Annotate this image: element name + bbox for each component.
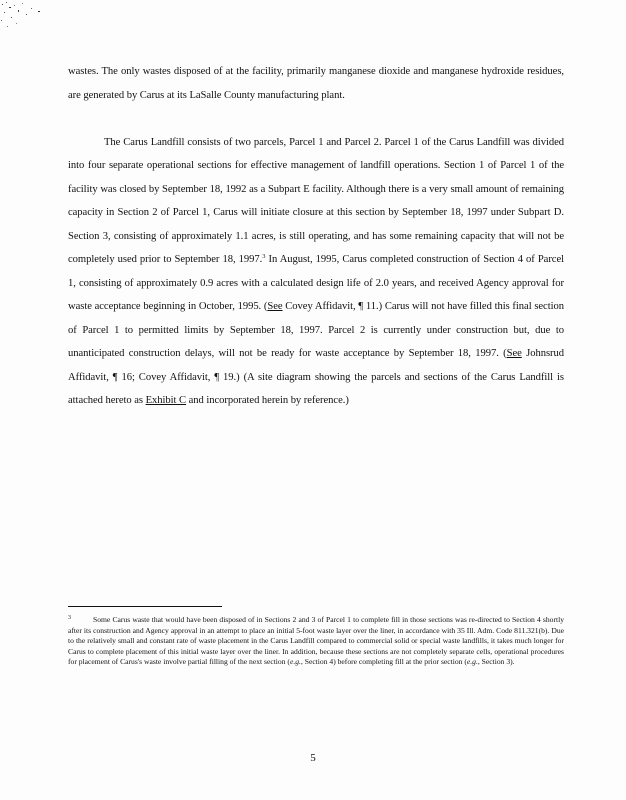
see-signal: See [267,301,283,312]
scan-noise [0,0,60,34]
paragraph-2-part-2: In August, 1995, Carus completed construction of Section 4 of Parcel 1, consisting of approximately 0.9 acres with a calculated design life of 2.0 years, and received Agency approval for waste acceptance beginning in October, 1995. ( [68,254,565,312]
footnote-text-1: Some Carus waste that would have been disposed of in Sections 2 and 3 of Parcel 1 to complete fill in those sections was re-directed to Section 4 shortly after its construction and Agency approval in an attempt to place an initial 5-foot waste layer over the liner, in accordance with 35 Ill. Adm. Code 811.321(b). Due to the relatively small and constant rate of waste placement in the Carus Landfill compared to commercial solid or special waste landfills, it takes much longer for Carus to complete placement of this initial waste layer over the liner. In addition, because these sections are not completely separate cells, operational procedures for placement of Carus's waste involve partial filling of the next section ( [68,615,564,666]
paragraph-2-part-4: Johnsrud Affidavit, ¶ 16; Covey Affidavit, ¶ 19.) (A site diagram showing the parcels and sections of the Carus Landfill is attached hereto as [68,348,564,406]
footnote [68,613,564,668]
footnote-reference: 3 [262,253,266,260]
exhibit-reference: Exhibit C [145,395,187,406]
footnote-text-3: , Section 3). [477,657,515,666]
paragraph-2-part-3: Covey Affidavit, ¶ 11.) Carus will not have filled this final section of Parcel 1 to permitted limits by September 18, 1997. Parcel 2 is currently under construction but, due to unanticipated construction delays, will not be ready for waste acceptance by September 18, 1997. ( [68,301,564,359]
body-text [68,60,564,413]
footnote-eg: e.g. [466,657,478,666]
paragraph-1: wastes. The only wastes disposed of at the facility, primarily manganese dioxide and manganese hydroxide residues, are generated by Carus at its LaSalle County manufacturing plant. [68,66,564,101]
paragraph-2-part-5: and incorporated herein by reference.) [186,395,349,406]
paragraph-2-part-1: The Carus Landfill consists of two parcels, Parcel 1 and Parcel 2. Parcel 1 of the Carus Landfill was divided into four separate operational sections for effective management of landfill operations. Section 1 of Parcel 1 of the facility was closed by September 18, 1992 as a Subpart E facility. Although there is a very small amount of remaining capacity in Section 2 of Parcel 1, Carus will initiate closure at this section by September 18, 1997 under Subpart D. Section 3, consisting of approximately 1.1 acres, is still operating, and has some remaining capacity that will not be completely used prior to September 18, 1997. [68,136,564,265]
footnote-text-2: , Section 4) before completing fill at the prior section ( [300,657,467,666]
footnote-mark: 3 [68,615,71,621]
footnote-eg: e.g. [289,657,301,666]
see-signal: See [506,348,522,359]
page-number: 5 [310,752,316,764]
footnote-separator [68,606,222,607]
paragraph-2 [68,131,564,413]
